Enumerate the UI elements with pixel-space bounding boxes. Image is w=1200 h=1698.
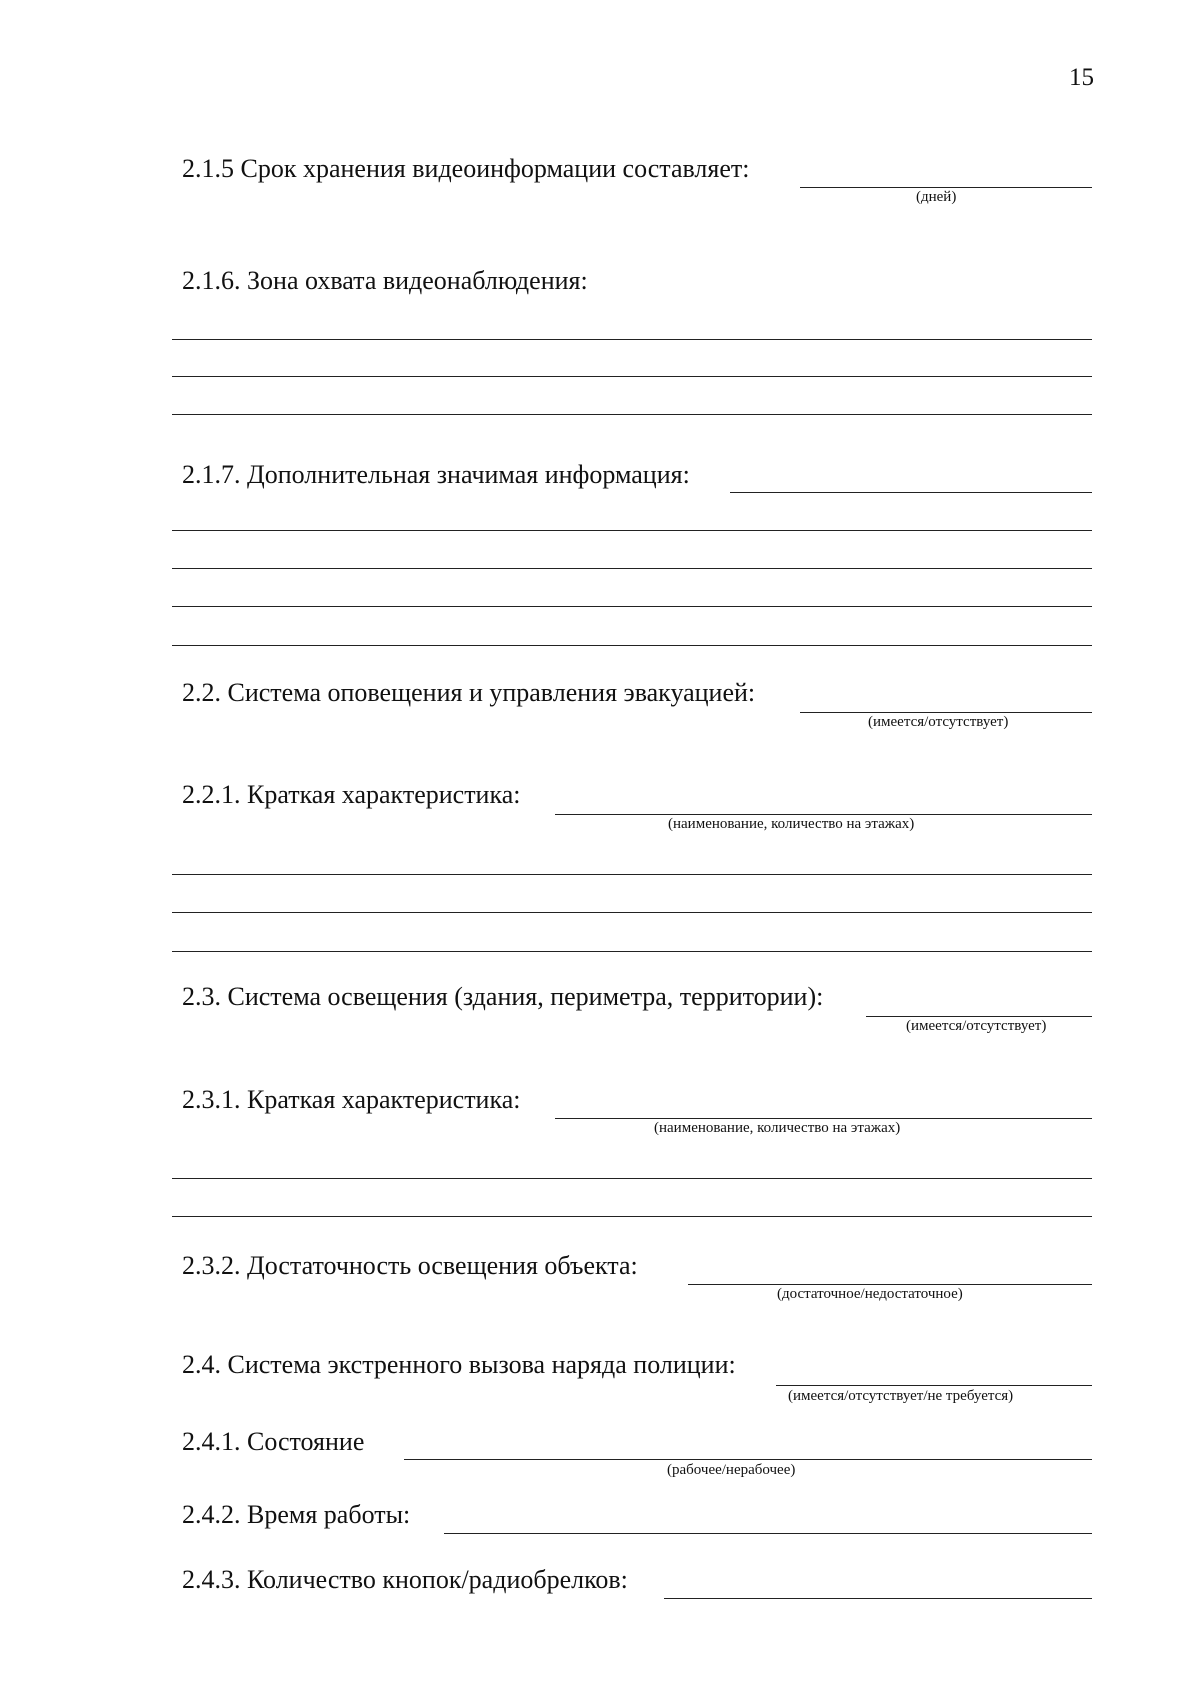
section-2-4-3-label: 2.4.3. Количество кнопок/радиобрелков:: [182, 1565, 628, 1594]
section-2-1-7-field-1[interactable]: [172, 530, 1092, 531]
section-2-3-2-hint: (достаточное/недостаточное): [777, 1286, 963, 1302]
section-2-4-2-field[interactable]: [444, 1533, 1092, 1534]
section-2-2-field[interactable]: [800, 712, 1092, 713]
section-2-1-7-field-inline[interactable]: [730, 492, 1092, 493]
section-2-2-1-field-1[interactable]: [172, 874, 1092, 875]
section-2-1-6-field-3[interactable]: [172, 414, 1092, 415]
section-2-2-1-field[interactable]: [555, 814, 1092, 815]
section-2-3-hint: (имеется/отсутствует): [906, 1018, 1047, 1034]
section-2-1-7-field-2[interactable]: [172, 568, 1092, 569]
section-2-1-6-field-2[interactable]: [172, 376, 1092, 377]
page-number: 15: [1069, 64, 1094, 91]
section-2-2-1-hint: (наименование, количество на этажах): [668, 816, 915, 832]
section-2-2-1-field-3[interactable]: [172, 951, 1092, 952]
section-2-3-field[interactable]: [866, 1016, 1092, 1017]
section-2-3-1-field-2[interactable]: [172, 1216, 1092, 1217]
section-2-4-2-label: 2.4.2. Время работы:: [182, 1500, 411, 1529]
section-2-3-2-label: 2.3.2. Достаточность освещения объекта:: [182, 1251, 638, 1280]
section-2-2-label: 2.2. Система оповещения и управления эвакуацией:: [182, 678, 756, 707]
section-2-1-5-hint: (дней): [916, 189, 957, 205]
section-2-3-1-field[interactable]: [555, 1118, 1092, 1119]
section-2-1-7-field-3[interactable]: [172, 606, 1092, 607]
section-2-1-7-field-4[interactable]: [172, 645, 1092, 646]
section-2-2-1-label: 2.2.1. Краткая характеристика:: [182, 780, 521, 809]
section-2-1-5-label: 2.1.5 Срок хранения видеоинформации составляет:: [182, 154, 750, 183]
section-2-4-3-field[interactable]: [664, 1598, 1092, 1599]
section-2-4-1-hint: (рабочее/нерабочее): [667, 1462, 796, 1478]
section-2-4-1-label: 2.4.1. Состояние: [182, 1427, 365, 1456]
section-2-4-1-field[interactable]: [404, 1459, 1092, 1460]
section-2-4-field[interactable]: [776, 1385, 1092, 1386]
section-2-2-1-field-2[interactable]: [172, 912, 1092, 913]
section-2-4-label: 2.4. Система экстренного вызова наряда полиции:: [182, 1350, 736, 1379]
section-2-3-1-hint: (наименование, количество на этажах): [654, 1120, 901, 1136]
section-2-1-6-field-1[interactable]: [172, 339, 1092, 340]
section-2-3-1-label: 2.3.1. Краткая характеристика:: [182, 1085, 521, 1114]
section-2-3-label: 2.3. Система освещения (здания, периметра, территории):: [182, 982, 824, 1011]
section-2-2-hint: (имеется/отсутствует): [868, 714, 1009, 730]
section-2-1-7-label: 2.1.7. Дополнительная значимая информация:: [182, 460, 690, 489]
section-2-3-1-field-1[interactable]: [172, 1178, 1092, 1179]
section-2-3-2-field[interactable]: [688, 1284, 1092, 1285]
section-2-4-hint: (имеется/отсутствует/не требуется): [788, 1388, 1014, 1404]
section-2-1-6-label: 2.1.6. Зона охвата видеонаблюдения:: [182, 266, 588, 295]
section-2-1-5-field[interactable]: [800, 187, 1092, 188]
